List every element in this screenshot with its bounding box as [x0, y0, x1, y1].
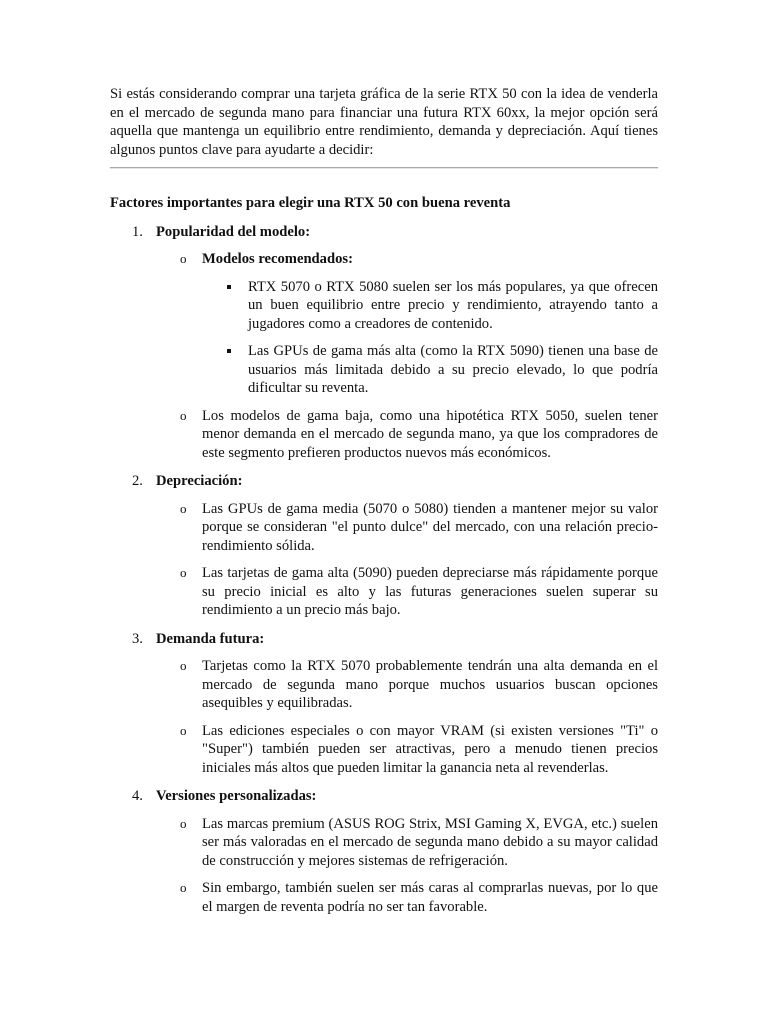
point-text: Sin embargo, también suelen ser más caras al comprarlas nuevas, por lo que el margen de reventa podría no ser tan favorable. [202, 880, 658, 915]
circle-bullet-icon: o [180, 407, 187, 423]
horizontal-rule [110, 167, 658, 169]
square-bullet-icon [227, 285, 231, 289]
factor-item [110, 630, 658, 778]
circle-bullet-icon: o [180, 565, 187, 580]
point-text: Las ediciones especiales o con mayor VRAM (si existen versiones "Ti" o "Super") también pueden ser atractivas, pero a menudo tienen precios iniciales más altos que pueden limitar la ganancia neta al revenderlas. [202, 722, 658, 776]
point-item [156, 722, 658, 778]
factor-points [156, 250, 658, 462]
circle-bullet-icon: o [180, 722, 187, 738]
document-content [110, 85, 658, 916]
factor-title: Versiones personalizadas: [156, 788, 317, 804]
factor-title: Depreciación: [156, 473, 243, 489]
point-item [156, 815, 658, 871]
factor-points [156, 815, 658, 917]
point-text: Las marcas premium (ASUS ROG Strix, MSI Gaming X, EVGA, etc.) suelen ser más valoradas en el mercado de segunda mano debido a su mayor calidad de construcción y mejores sistemas de refrigeración. [202, 815, 658, 869]
factor-item [110, 787, 658, 916]
circle-bullet-icon: o [180, 880, 187, 895]
factor-points [156, 657, 658, 777]
circle-bullet-icon: o [180, 251, 187, 266]
factor-title: Demanda futura: [156, 630, 265, 647]
sub-points [202, 278, 658, 398]
circle-bullet-icon: o [180, 658, 187, 673]
sub-point-item [202, 278, 658, 334]
factor-item [110, 472, 658, 620]
factor-number: 3. [132, 630, 143, 647]
circle-bullet-icon: o [180, 815, 187, 831]
point-title: Modelos recomendados: [202, 251, 353, 267]
point-item [156, 564, 658, 620]
square-bullet-icon [227, 349, 231, 353]
factors-list [110, 223, 658, 917]
point-text: Las GPUs de gama media (5070 o 5080) tienden a mantener mejor su valor porque se consideran "el punto dulce" del mercado, con una relación precio-rendimiento sólida. [202, 500, 658, 554]
point-item [156, 879, 658, 916]
point-item [156, 657, 658, 713]
factor-item [110, 223, 658, 463]
circle-bullet-icon: o [180, 500, 187, 516]
factor-points [156, 500, 658, 620]
point-text: Tarjetas como la RTX 5070 probablemente tendrán una alta demanda en el mercado de segunda mano porque muchos usuarios buscan opciones asequibles y equilibradas. [202, 658, 658, 711]
sub-point-text: RTX 5070 o RTX 5080 suelen ser los más populares, ya que ofrecen un buen equilibrio entre precio y rendimiento, atrayendo tanto a jugadores como a creadores de contenido. [248, 278, 658, 332]
sub-point-item [202, 342, 658, 398]
point-item [156, 407, 658, 463]
factor-number: 1. [132, 223, 143, 240]
point-item [156, 500, 658, 556]
sub-point-text: Las GPUs de gama más alta (como la RTX 5090) tienen una base de usuarios más limitada debido a su precio elevado, lo que podría dificultar su reventa. [248, 343, 658, 396]
factor-number: 2. [132, 473, 143, 489]
intro-paragraph: Si estás considerando comprar una tarjeta gráfica de la serie RTX 50 con la idea de venderla en el mercado de segunda mano para financiar una futura RTX 60xx, la mejor opción será aquella que mantenga un equilibrio entre rendimiento, demanda y depreciación. Aquí tienes algunos puntos clave para ayudarte a decidir: [110, 86, 658, 158]
section-title: Factores importantes para elegir una RTX 50 con buena reventa [110, 195, 511, 211]
factor-number: 4. [132, 788, 143, 804]
point-text: Los modelos de gama baja, como una hipotética RTX 5050, suelen tener menor demanda en el mercado de segunda mano, ya que los compradores de este segmento prefieren productos nuevos más económicos. [202, 407, 658, 461]
point-text: Las tarjetas de gama alta (5090) pueden depreciarse más rápidamente porque su precio inicial es alto y las futuras generaciones suelen superar su rendimiento a un precio más bajo. [202, 565, 658, 618]
factor-title: Popularidad del modelo: [156, 223, 311, 240]
point-item [156, 250, 658, 398]
